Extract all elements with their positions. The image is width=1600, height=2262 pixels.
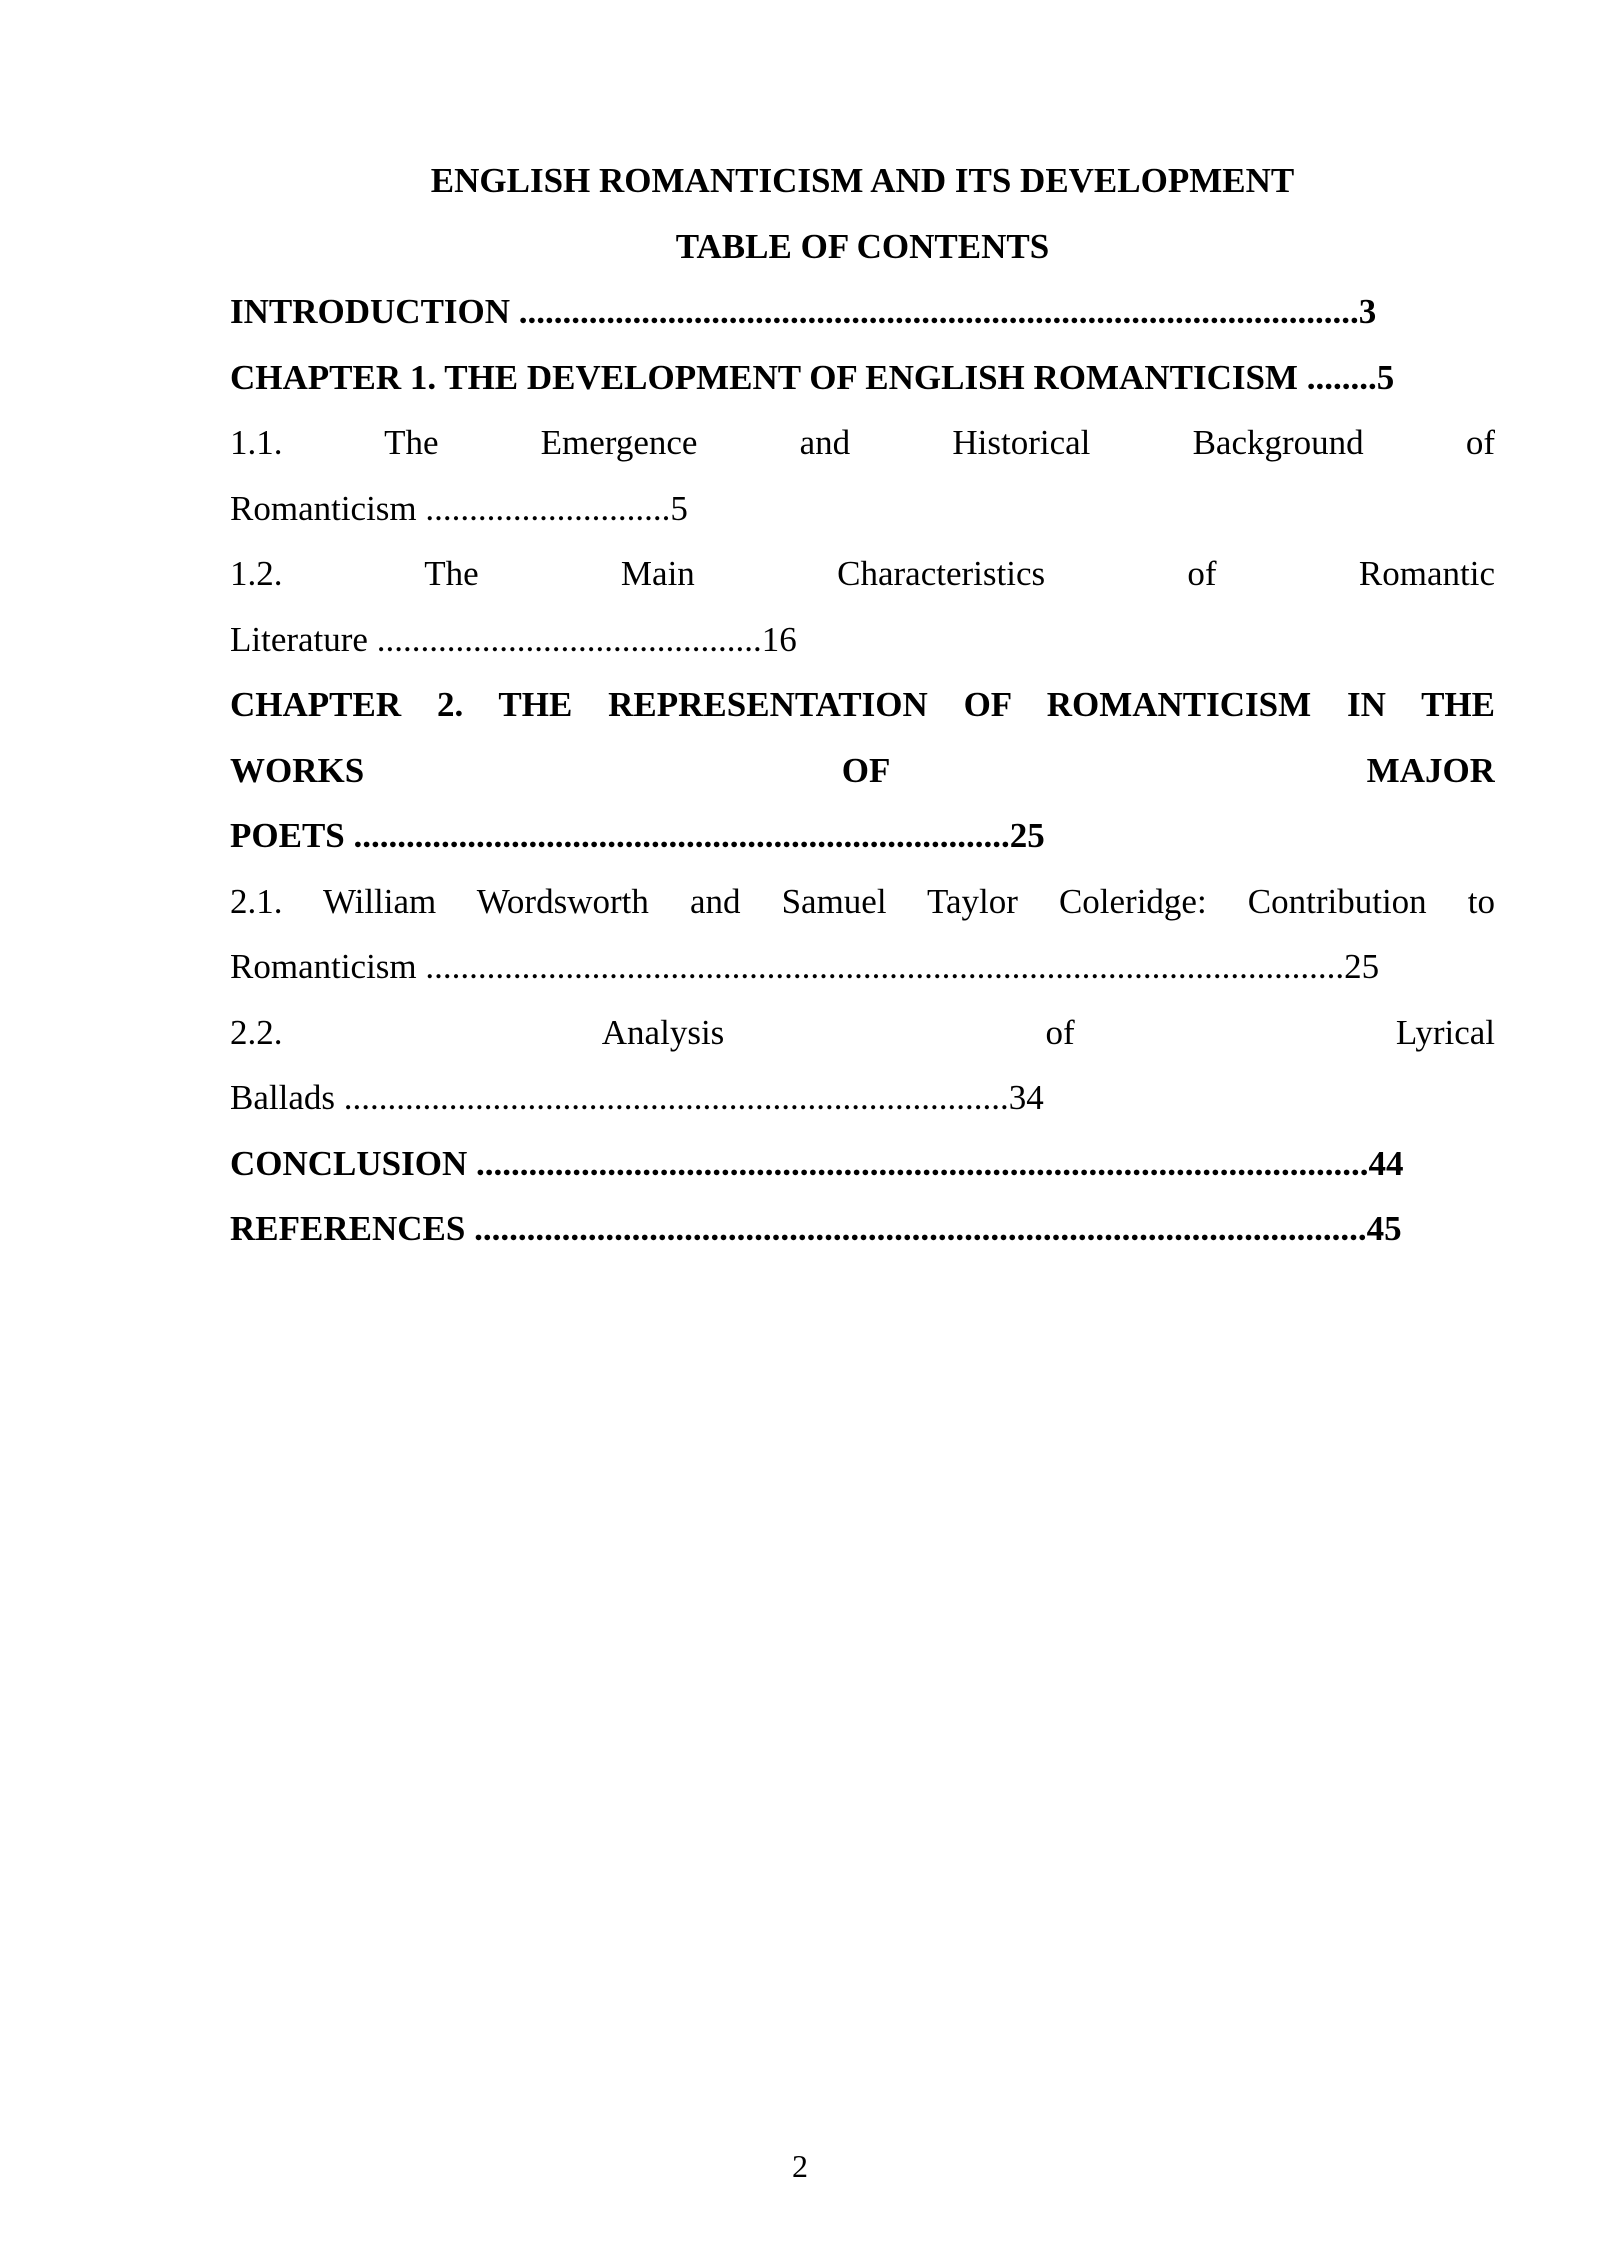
toc-entry-1-2-line-2: Literature ............................................16 bbox=[230, 619, 797, 659]
toc-heading: TABLE OF CONTENTS bbox=[675, 226, 1050, 266]
toc-entry-2-2-line-2: Ballads ............................................................................34 bbox=[230, 1078, 1044, 1117]
toc-entry-1-1-line-2: Romanticism ............................5 bbox=[230, 488, 688, 528]
page-number: 2 bbox=[792, 2148, 808, 2184]
toc-entry-2-2-line-1: 2.2. Analysis of Lyrical bbox=[230, 1012, 1495, 1052]
toc-content bbox=[230, 148, 1495, 1262]
document-title: ENGLISH ROMANTICISM AND ITS DEVELOPMENT bbox=[430, 161, 1295, 200]
toc-entry-references: REFERENCES ......................................................................................................45 bbox=[230, 1209, 1402, 1248]
toc-entry-conclusion: CONCLUSION ......................................................................................................44 bbox=[230, 1143, 1404, 1183]
toc-entry-introduction: INTRODUCTION ................................................................................................3 bbox=[230, 292, 1377, 331]
toc-entry-chapter-2-line-3: POETS ...........................................................................25 bbox=[230, 816, 1045, 855]
toc-entry-chapter-2-line-2: WORKS OF MAJOR bbox=[230, 750, 1495, 790]
toc-entry-1-2-line-1: 1.2. The Main Characteristics of Romantic bbox=[230, 554, 1495, 593]
toc-entry-2-1-line-1: 2.1. William Wordsworth and Samuel Taylor Coleridge: Contribution to bbox=[230, 881, 1495, 921]
toc-entry-chapter-1: CHAPTER 1. THE DEVELOPMENT OF ENGLISH ROMANTICISM ........5 bbox=[230, 357, 1395, 397]
toc-entry-1-1-line-1: 1.1. The Emergence and Historical Background of bbox=[230, 423, 1495, 462]
toc-entry-2-1-line-2: Romanticism .........................................................................................................25 bbox=[230, 947, 1380, 986]
toc-entry-chapter-2-line-1: CHAPTER 2. THE REPRESENTATION OF ROMANTICISM IN THE bbox=[230, 685, 1495, 724]
